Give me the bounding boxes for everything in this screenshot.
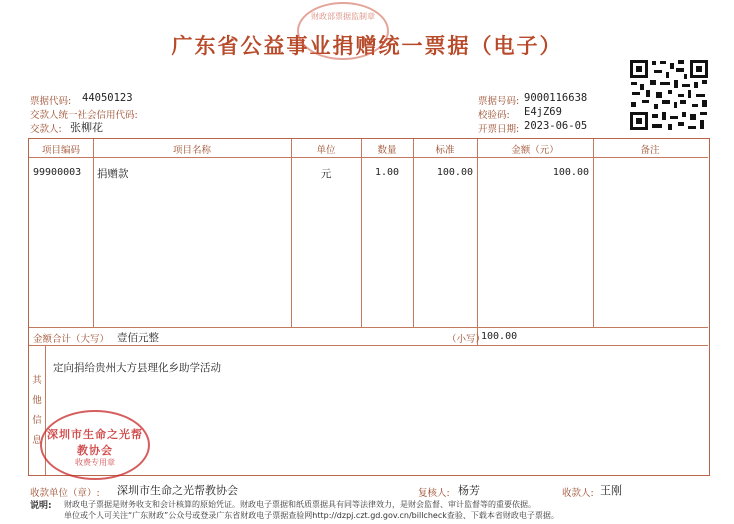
other-info-label: 其他信息 [32, 375, 42, 446]
association-seal-sub: 收费专用章 [75, 458, 115, 467]
invoice-number-value: 9000116638 [524, 92, 588, 104]
payee-unit-value: 深圳市生命之光帮教协会 [117, 484, 238, 497]
check-code-value: E4jZ69 [524, 106, 562, 118]
note-line-2: 单位或个人可关注“广东财政”公众号或登录广东省财政电子票据查验网http://dzpj.czt.gd.gov.cn/billcheck查验、下载本省财政电子票据。 [64, 511, 559, 520]
finance-seal-stamp [297, 2, 389, 60]
issue-date-label: 开票日期: [478, 124, 520, 135]
check-code-label: 校验码: [478, 110, 510, 121]
invoice-number-label: 票据号码: [478, 96, 520, 107]
payer-label: 交款人: [30, 124, 62, 135]
payee-unit-label: 收款单位（章）: [30, 488, 100, 499]
total-upper-value: 壹佰元整 [117, 332, 159, 344]
qr-code-icon [628, 58, 710, 132]
invoice-code-label: 票据代码: [30, 96, 72, 107]
row-item-code: 99900003 [33, 167, 82, 178]
header-standard: 标准 [435, 145, 455, 156]
row-quantity: 1.00 [374, 167, 400, 178]
row-standard: 100.00 [436, 167, 473, 178]
association-seal-stamp [40, 410, 150, 480]
receiver-value: 王刚 [600, 484, 622, 497]
header-item-code: 项目编码 [41, 145, 80, 156]
receiver-label: 收款人: [562, 488, 594, 499]
finance-seal-text: 财政部票据监制章 [311, 12, 375, 21]
invoice-code-value: 44050123 [82, 92, 133, 104]
notes-label: 说明: [30, 501, 52, 511]
document-title: 广东省公益事业捐赠统一票据（电子） [171, 33, 563, 58]
header-remark: 备注 [640, 145, 660, 156]
row-unit: 元 [320, 168, 332, 180]
row-item-name: 捐赠款 [97, 168, 129, 180]
other-info-text: 定向捐给贵州大方县理化乡助学活动 [53, 362, 221, 374]
total-small-label: （小写） [447, 334, 486, 345]
header-quantity: 数量 [377, 145, 397, 156]
header-amount: 金额（元） [511, 145, 559, 156]
reviewer-label: 复核人: [418, 488, 450, 499]
note-line-1: 财政电子票据是财务收支和会计核算的原始凭证。财政电子票据和纸质票据具有同等法律效力，是财会监督、审计监督等的重要依据。 [64, 500, 536, 509]
total-upper-label: 金额合计（大写） [33, 334, 110, 345]
total-small-value: 100.00 [481, 331, 518, 342]
association-seal-name: 深圳市生命之光帮教协会 [47, 428, 143, 457]
reviewer-value: 杨芳 [458, 484, 480, 497]
payer-value: 张柳花 [70, 121, 103, 134]
header-item-name: 项目名称 [172, 145, 211, 156]
row-amount: 100.00 [552, 167, 589, 178]
header-unit: 单位 [316, 145, 336, 156]
credit-code-label: 交款人统一社会信用代码: [30, 110, 138, 121]
issue-date-value: 2023-06-05 [524, 120, 588, 132]
